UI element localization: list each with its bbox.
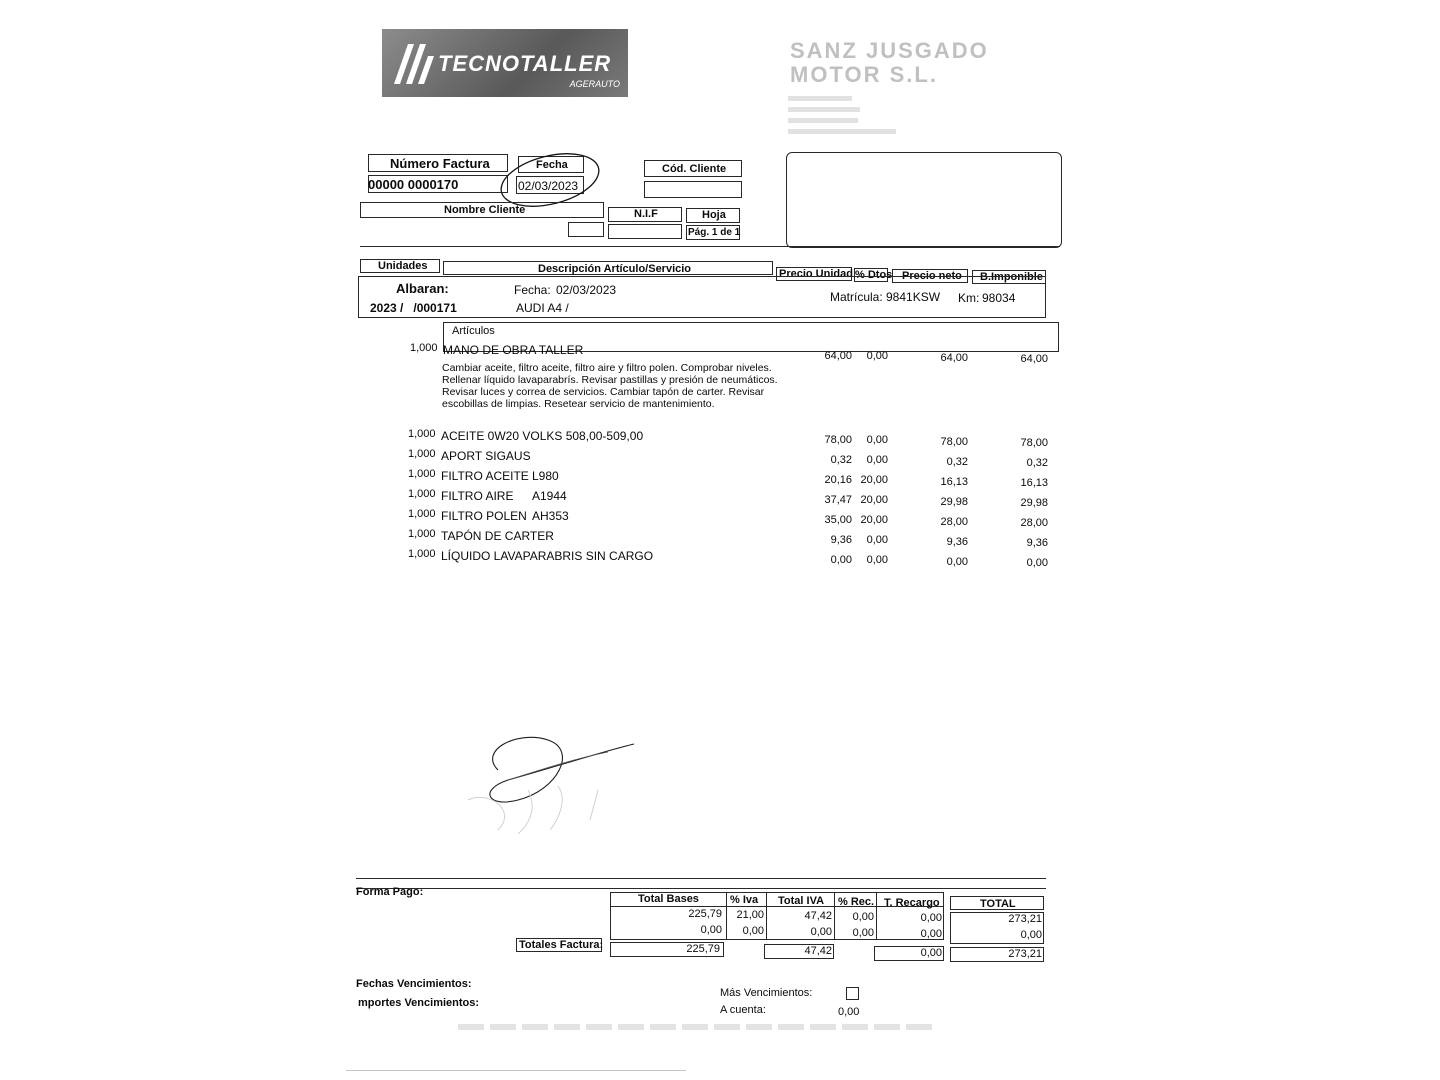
item-code: AH353 (532, 509, 569, 523)
item-net-price: 0,00 (946, 556, 968, 568)
labor-name: MANO DE OBRA TALLER (443, 343, 584, 357)
item-net-price: 9,36 (946, 536, 968, 548)
totals-vat-pct: 0,00 (742, 925, 764, 937)
labor-description-line: Revisar luces y correa de servicios. Cambiar tapón de carter. Revisar (442, 386, 765, 398)
page-bottom-line (346, 1070, 686, 1071)
plate-value: 9841KSW (886, 290, 941, 304)
labor-discount: 0,00 (866, 350, 888, 362)
on-account-label: A cuenta: (720, 1004, 766, 1016)
due-amounts-label: mportes Vencimientos: (358, 997, 480, 1009)
item-units: 1,000 (408, 508, 436, 520)
due-dates-label: Fechas Vencimientos: (356, 978, 472, 990)
totals-rec-pct: 0,00 (852, 927, 874, 939)
item-name: FILTRO AIRE (441, 489, 514, 503)
item-units: 1,000 (408, 448, 436, 460)
item-taxable-base: 28,00 (1020, 517, 1048, 529)
item-net-price: 78,00 (940, 436, 968, 448)
item-discount: 20,00 (860, 474, 888, 486)
client-name-label: Nombre Cliente (444, 204, 526, 216)
t-recargo-label: T. Recargo (884, 897, 940, 909)
sum-total: 273,21 (1008, 948, 1042, 960)
col-header-net-price-label: Precio neto (902, 270, 962, 282)
header-divider (360, 246, 1060, 247)
sheet-label: Hoja (702, 209, 726, 221)
col-header-discount-label: % Dtos (855, 269, 893, 281)
item-name: FILTRO POLEN (441, 509, 527, 523)
item-code: A1944 (532, 489, 567, 503)
item-code: L980 (532, 469, 559, 483)
more-due-label: Más Vencimientos: (720, 987, 813, 999)
item-unit-price: 9,36 (830, 534, 852, 546)
albaran-date-label: Fecha: (514, 283, 551, 297)
item-net-price: 29,98 (940, 496, 968, 508)
total-bases-label: Total Bases (638, 893, 699, 905)
total-label: TOTAL (980, 898, 1016, 910)
item-unit-price: 35,00 (824, 514, 852, 526)
albaran-box (358, 276, 1046, 318)
totals-grid-sep-2 (766, 892, 767, 940)
handwritten-signature (458, 730, 658, 840)
item-units: 1,000 (408, 428, 436, 440)
labor-units: 1,000 (410, 342, 438, 354)
item-discount: 20,00 (860, 514, 888, 526)
item-discount: 20,00 (860, 494, 888, 506)
item-unit-price: 78,00 (824, 434, 852, 446)
item-unit-price: 0,32 (830, 454, 852, 466)
item-units: 1,000 (408, 548, 436, 560)
sum-bases: 225,79 (686, 943, 720, 955)
labor-description-line: Rellenar líquido lavaparabrís. Revisar pastillas y presión de neumáticos. (442, 374, 778, 386)
company-address-block (788, 96, 896, 134)
labor-taxable-base: 64,00 (1020, 353, 1048, 365)
logo-sub-text: AGERAUTO (569, 79, 620, 89)
sheet-value: Pág. 1 de 1 (688, 227, 741, 238)
company-name-line1: SANZ JUSGADO (790, 38, 989, 63)
item-unit-price: 37,47 (824, 494, 852, 506)
invoice-totals-label: Totales Factura: (519, 939, 604, 951)
rec-pct-label: % Rec. (838, 896, 875, 908)
labor-description-line: Cambiar aceite, filtro aceite, filtro aire y filtro polen. Comprobar niveles. (442, 362, 772, 374)
totals-vat: 47,42 (804, 910, 832, 922)
labor-description-line: escobillas de limpias. Resetear servicio de mantenimiento. (442, 398, 715, 410)
col-header-description-label: Descripción Artículo/Servicio (538, 263, 692, 275)
client-code-field (644, 181, 742, 198)
albaran-number: 2023 / /000171 (370, 301, 457, 315)
totals-bases: 0,00 (700, 924, 722, 936)
totals-recargo: 0,00 (920, 912, 942, 924)
col-header-units-label: Unidades (378, 260, 428, 272)
sum-recargo: 0,00 (920, 947, 942, 959)
totals-total: 0,00 (1020, 929, 1042, 941)
km-value: 98034 (982, 291, 1016, 305)
col-header-unit-price-label: Precio Unidad (779, 268, 853, 280)
on-account-value: 0,00 (838, 1006, 860, 1018)
km-label: Km: (958, 291, 980, 305)
totals-total: 273,21 (1008, 913, 1042, 925)
item-net-price: 0,32 (946, 456, 968, 468)
item-unit-price: 20,16 (824, 474, 852, 486)
labor-description (442, 362, 778, 410)
albaran-label: Albaran: (396, 281, 449, 296)
item-net-price: 16,13 (940, 476, 968, 488)
totals-bases: 225,79 (688, 908, 722, 920)
invoice-number-label: Número Factura (390, 156, 490, 171)
client-name-field (568, 222, 604, 237)
albaran-vehicle: AUDI A4 / (516, 301, 569, 315)
plate-label: Matrícula: (830, 290, 883, 304)
item-name: ACEITE 0W20 VOLKS 508,00-509,00 (441, 429, 644, 443)
totals-rec-pct: 0,00 (852, 911, 874, 923)
invoice-number-value: 00000 0000170 (368, 177, 459, 192)
item-taxable-base: 78,00 (1020, 437, 1048, 449)
item-unit-price: 0,00 (830, 554, 852, 566)
item-taxable-base: 29,98 (1020, 497, 1048, 509)
item-taxable-base: 16,13 (1020, 477, 1048, 489)
item-name: FILTRO ACEITE (441, 469, 529, 483)
date-label: Fecha (536, 159, 568, 171)
totals-divider-2 (356, 888, 1046, 889)
totals-grid-sep-3 (834, 892, 835, 940)
vat-pct-label: % Iva (730, 894, 759, 906)
item-name: TAPÓN DE CARTER (441, 529, 554, 543)
totals-divider (356, 878, 1046, 879)
company-name-line2: MOTOR S.L. (790, 62, 938, 87)
totals-recargo: 0,00 (920, 928, 942, 940)
labor-unit-price: 64,00 (824, 350, 852, 362)
totals-vat: 0,00 (810, 926, 832, 938)
client-code-label: Cód. Cliente (662, 163, 727, 175)
albaran-date: 02/03/2023 (556, 283, 617, 297)
nif-field (608, 224, 682, 239)
item-net-price: 28,00 (940, 516, 968, 528)
sum-vat: 47,42 (804, 945, 832, 957)
payment-label: Forma Pago: (356, 886, 424, 898)
tecnotaller-logo (382, 29, 628, 97)
totals-vat-pct: 21,00 (736, 909, 764, 921)
totals-grid-sep-4 (876, 892, 877, 940)
item-taxable-base: 9,36 (1026, 537, 1048, 549)
item-units: 1,000 (408, 488, 436, 500)
item-name: APORT SIGAUS (441, 449, 531, 463)
item-discount: 0,00 (866, 554, 888, 566)
item-discount: 0,00 (866, 454, 888, 466)
labor-net-price: 64,00 (940, 352, 968, 364)
logo-mark-icon (390, 38, 436, 88)
legal-footnote-faded (458, 1024, 938, 1030)
item-discount: 0,00 (866, 534, 888, 546)
logo-brand-text: TECNOTALLER (438, 51, 612, 76)
item-discount: 0,00 (866, 434, 888, 446)
item-units: 1,000 (408, 468, 436, 480)
articles-label: Artículos (452, 325, 495, 337)
total-vat-label: Total IVA (778, 895, 825, 907)
item-name: LÍQUIDO LAVAPARABRIS SIN CARGO (441, 549, 654, 563)
item-taxable-base: 0,00 (1026, 557, 1048, 569)
nif-label: N.I.F (634, 208, 658, 220)
item-units: 1,000 (408, 528, 436, 540)
more-due-checkbox[interactable] (846, 987, 859, 1000)
item-taxable-base: 0,32 (1026, 457, 1048, 469)
client-address-box (786, 152, 1062, 248)
col-header-taxable-base-label: B.Imponible (980, 271, 1043, 283)
date-value: 02/03/2023 (518, 179, 579, 193)
